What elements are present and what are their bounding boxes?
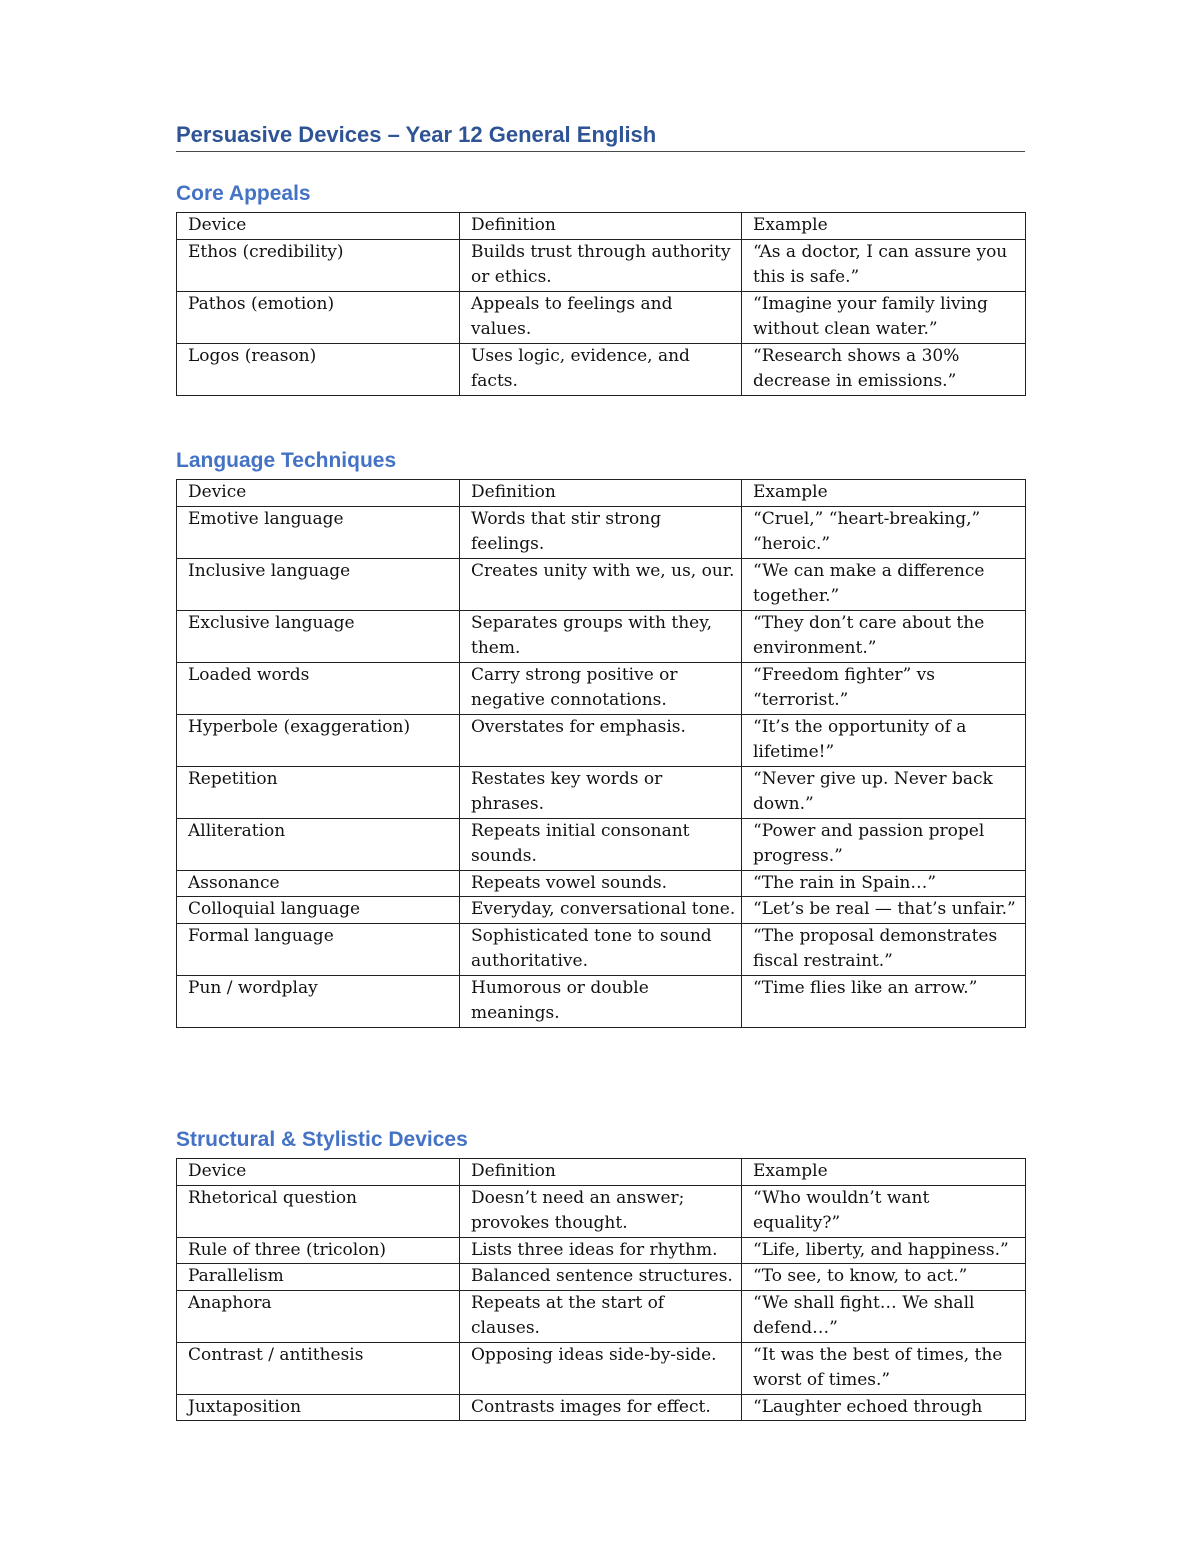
example-cell: “Who wouldn’t want equality?” — [742, 1185, 1026, 1237]
column-header-device: Device — [177, 480, 460, 507]
column-header-device: Device — [177, 213, 460, 240]
example-cell: “To see, to know, to act.” — [742, 1264, 1026, 1291]
table-row — [177, 975, 1026, 1027]
device-cell: Contrast / antithesis — [177, 1342, 460, 1394]
device-cell: Repetition — [177, 766, 460, 818]
example-cell: “We can make a difference together.” — [742, 558, 1026, 610]
example-cell: “Cruel,” “heart-breaking,” “heroic.” — [742, 506, 1026, 558]
table-header-row — [177, 480, 1026, 507]
table-row — [177, 291, 1026, 343]
table-row — [177, 662, 1026, 714]
table-row — [177, 610, 1026, 662]
example-cell: “Laughter echoed through — [742, 1394, 1026, 1421]
definition-cell: Words that stir strong feelings. — [460, 506, 742, 558]
definition-cell: Doesn’t need an answer; provokes thought. — [460, 1185, 742, 1237]
devices-table — [176, 1158, 1026, 1421]
example-cell: “Imagine your family living without clean water.” — [742, 291, 1026, 343]
devices-table — [176, 479, 1026, 1028]
definition-cell: Creates unity with we, us, our. — [460, 558, 742, 610]
device-cell: Formal language — [177, 923, 460, 975]
table-row — [177, 1185, 1026, 1237]
device-cell: Ethos (credibility) — [177, 239, 460, 291]
table-header-row — [177, 1159, 1026, 1186]
section-language-techniques — [176, 447, 1025, 1028]
example-cell: “Power and passion propel progress.” — [742, 818, 1026, 870]
definition-cell: Uses logic, evidence, and facts. — [460, 343, 742, 395]
definition-cell: Appeals to feelings and values. — [460, 291, 742, 343]
definition-cell: Humorous or double meanings. — [460, 975, 742, 1027]
definition-cell: Everyday, conversational tone. — [460, 897, 742, 924]
table-row — [177, 558, 1026, 610]
device-cell: Parallelism — [177, 1264, 460, 1291]
example-cell: “They don’t care about the environment.” — [742, 610, 1026, 662]
definition-cell: Builds trust through authority or ethics. — [460, 239, 742, 291]
definition-cell: Lists three ideas for rhythm. — [460, 1237, 742, 1264]
example-cell: “The proposal demonstrates fiscal restraint.” — [742, 923, 1026, 975]
table-row — [177, 239, 1026, 291]
section-heading: Language Techniques — [176, 449, 397, 472]
device-cell: Exclusive language — [177, 610, 460, 662]
table-row — [177, 1394, 1026, 1421]
table-row — [177, 343, 1026, 395]
definition-cell: Balanced sentence structures. — [460, 1264, 742, 1291]
table-row — [177, 923, 1026, 975]
column-header-definition: Definition — [460, 213, 742, 240]
definition-cell: Repeats at the start of clauses. — [460, 1290, 742, 1342]
device-cell: Inclusive language — [177, 558, 460, 610]
example-cell: “The rain in Spain…” — [742, 870, 1026, 897]
table-header-row — [177, 213, 1026, 240]
column-header-example: Example — [742, 480, 1026, 507]
example-cell: “Research shows a 30% decrease in emissions.” — [742, 343, 1026, 395]
example-cell: “It’s the opportunity of a lifetime!” — [742, 714, 1026, 766]
table-row — [177, 1342, 1026, 1394]
device-cell: Anaphora — [177, 1290, 460, 1342]
definition-cell: Restates key words or phrases. — [460, 766, 742, 818]
example-cell: “As a doctor, I can assure you this is safe.” — [742, 239, 1026, 291]
page-title: Persuasive Devices – Year 12 General English — [176, 120, 1025, 152]
section-core-appeals — [176, 180, 1025, 396]
column-header-example: Example — [742, 213, 1026, 240]
example-cell: “Never give up. Never back down.” — [742, 766, 1026, 818]
definition-cell: Carry strong positive or negative connotations. — [460, 662, 742, 714]
example-cell: “We shall fight… We shall defend…” — [742, 1290, 1026, 1342]
device-cell: Emotive language — [177, 506, 460, 558]
example-cell: “Time flies like an arrow.” — [742, 975, 1026, 1027]
definition-cell: Opposing ideas side-by-side. — [460, 1342, 742, 1394]
definition-cell: Repeats initial consonant sounds. — [460, 818, 742, 870]
column-header-example: Example — [742, 1159, 1026, 1186]
device-cell: Alliteration — [177, 818, 460, 870]
device-cell: Loaded words — [177, 662, 460, 714]
table-row — [177, 1290, 1026, 1342]
section-heading: Core Appeals — [176, 182, 311, 205]
section-heading: Structural & Stylistic Devices — [176, 1128, 468, 1151]
device-cell: Colloquial language — [177, 897, 460, 924]
device-cell: Assonance — [177, 870, 460, 897]
definition-cell: Sophisticated tone to sound authoritative. — [460, 923, 742, 975]
table-row — [177, 506, 1026, 558]
column-header-definition: Definition — [460, 1159, 742, 1186]
device-cell: Pathos (emotion) — [177, 291, 460, 343]
example-cell: “Life, liberty, and happiness.” — [742, 1237, 1026, 1264]
device-cell: Pun / wordplay — [177, 975, 460, 1027]
table-row — [177, 714, 1026, 766]
device-cell: Rhetorical question — [177, 1185, 460, 1237]
table-row — [177, 870, 1026, 897]
section-structural-stylistic-devices — [176, 1126, 1025, 1421]
device-cell: Juxtaposition — [177, 1394, 460, 1421]
column-header-definition: Definition — [460, 480, 742, 507]
table-row — [177, 766, 1026, 818]
table-row — [177, 897, 1026, 924]
device-cell: Rule of three (tricolon) — [177, 1237, 460, 1264]
example-cell: “Freedom fighter” vs “terrorist.” — [742, 662, 1026, 714]
definition-cell: Separates groups with they, them. — [460, 610, 742, 662]
example-cell: “It was the best of times, the worst of times.” — [742, 1342, 1026, 1394]
column-header-device: Device — [177, 1159, 460, 1186]
example-cell: “Let’s be real — that’s unfair.” — [742, 897, 1026, 924]
definition-cell: Overstates for emphasis. — [460, 714, 742, 766]
table-row — [177, 1237, 1026, 1264]
table-row — [177, 818, 1026, 870]
device-cell: Hyperbole (exaggeration) — [177, 714, 460, 766]
table-row — [177, 1264, 1026, 1291]
device-cell: Logos (reason) — [177, 343, 460, 395]
definition-cell: Repeats vowel sounds. — [460, 870, 742, 897]
devices-table — [176, 212, 1026, 396]
definition-cell: Contrasts images for effect. — [460, 1394, 742, 1421]
